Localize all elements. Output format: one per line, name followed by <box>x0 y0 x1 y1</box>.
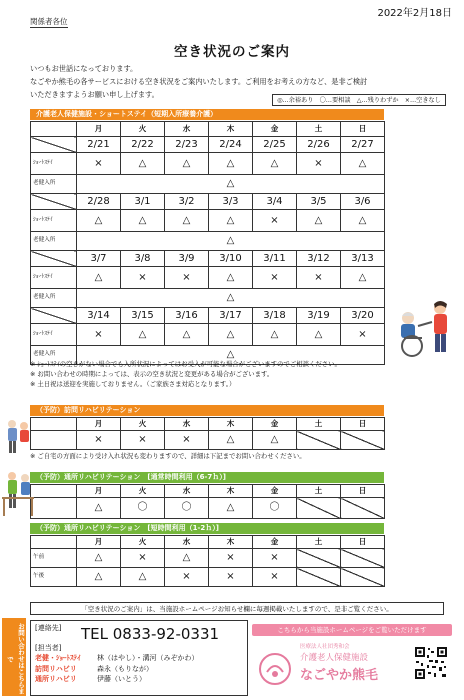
day-rehab-short-table <box>30 535 385 587</box>
staff-row <box>35 653 199 664</box>
diagonal-cell <box>31 194 77 210</box>
date-cell: 2/21 <box>77 137 121 153</box>
qr-code-icon[interactable] <box>414 646 448 680</box>
short-stay-row <box>31 267 385 289</box>
note-line: ※ お問い合わせの時期によっては、表示の空き状況と変更がある場合がございます。 <box>30 370 274 378</box>
availability-cell: △ <box>341 267 385 289</box>
weekday-cell: 水 <box>165 122 209 137</box>
weekday-cell: 金 <box>253 122 297 137</box>
availability-cell: △ <box>121 324 165 346</box>
availability-cell: △ <box>209 210 253 232</box>
availability-cell: △ <box>209 153 253 175</box>
date-cell: 3/12 <box>297 251 341 267</box>
weekday-cell: 日 <box>341 122 385 137</box>
weekday-cell: 月 <box>77 122 121 137</box>
availability-cell: △ <box>77 210 121 232</box>
availability-cell: △ <box>121 210 165 232</box>
nyusho-row <box>31 232 385 251</box>
diagonal-cell <box>31 308 77 324</box>
contact-heading: [連絡先] <box>35 624 62 632</box>
availability-cell: △ <box>165 324 209 346</box>
weekday-cell: 木 <box>209 536 253 549</box>
weekday-cell: 日 <box>341 418 385 431</box>
row-label: ｼｮｰﾄｽﾃｲ <box>31 267 77 289</box>
corner-cell <box>31 536 77 549</box>
availability-cell: △ <box>209 324 253 346</box>
weekday-cell: 日 <box>341 536 385 549</box>
date-cell: 3/9 <box>165 251 209 267</box>
staff-row <box>35 674 199 685</box>
weekday-cell: 水 <box>165 418 209 431</box>
row-label: 老健入所 <box>31 232 77 251</box>
short-stay-row <box>31 324 385 346</box>
section-heading-short-stay: 介護老人保健施設・ショートステイ（短期入所療養介護） <box>30 109 384 120</box>
closed-cell <box>297 498 341 519</box>
availability-cell: × <box>253 267 297 289</box>
date-cell: 3/3 <box>209 194 253 210</box>
weekday-header-row <box>31 536 385 549</box>
date-cell: 3/5 <box>297 194 341 210</box>
availability-cell: △ <box>77 175 385 194</box>
corner-cell <box>31 418 77 431</box>
weekday-cell: 金 <box>253 485 297 498</box>
closed-cell <box>297 549 341 568</box>
availability-cell: △ <box>297 210 341 232</box>
availability-cell: △ <box>253 153 297 175</box>
date-cell: 2/24 <box>209 137 253 153</box>
weekday-cell: 水 <box>165 536 209 549</box>
diagonal-cell <box>31 137 77 153</box>
date-cell: 3/6 <box>341 194 385 210</box>
availability-cell: × <box>165 431 209 450</box>
availability-cell: △ <box>77 346 385 365</box>
date-cell: 3/16 <box>165 308 209 324</box>
nyusho-row <box>31 175 385 194</box>
inquiry-band: お問い合わせはこちらまで <box>2 618 26 696</box>
closed-cell <box>297 431 341 450</box>
staff-role: 通所リハビリ <box>35 675 77 683</box>
weekday-cell: 火 <box>121 485 165 498</box>
row-label: 老健入所 <box>31 289 77 308</box>
availability-cell: × <box>253 549 297 568</box>
availability-cell: × <box>253 568 297 587</box>
org-corporation: 医療法人社団秀和会 <box>300 644 350 650</box>
closed-cell <box>341 568 385 587</box>
closed-cell <box>341 431 385 450</box>
addressee: 関係者各位 <box>30 17 68 26</box>
date-cell: 3/10 <box>209 251 253 267</box>
weekday-cell: 金 <box>253 536 297 549</box>
availability-cell: × <box>165 568 209 587</box>
availability-cell: × <box>297 153 341 175</box>
homepage-link-bar[interactable]: こちらから当施設ホームページをご覧いただけます <box>252 624 452 636</box>
symbol-legend: ◎…余裕あり 〇…要相談 △…残りわずか ×…空きなし <box>272 94 446 106</box>
date-cell: 3/11 <box>253 251 297 267</box>
day-rehab-illustration <box>2 468 34 520</box>
date-row <box>31 308 385 324</box>
availability-row <box>31 549 385 568</box>
note-line: ※ ｼｮｰﾄｽﾃｲの空きがない場合でも入所状況によってはお受入が可能な場合がございますのでご相談ください。 <box>30 360 341 368</box>
availability-cell: △ <box>165 153 209 175</box>
date-cell: 3/4 <box>253 194 297 210</box>
availability-cell: × <box>209 549 253 568</box>
date-cell: 3/19 <box>297 308 341 324</box>
availability-cell: △ <box>165 549 209 568</box>
row-label <box>31 498 77 519</box>
date-cell: 3/2 <box>165 194 209 210</box>
staff-heading: [担当者] <box>35 644 62 652</box>
availability-cell: △ <box>165 210 209 232</box>
date-cell: 2/27 <box>341 137 385 153</box>
availability-row <box>31 431 385 450</box>
short-stay-table <box>30 121 385 365</box>
closed-cell <box>341 498 385 519</box>
availability-cell: × <box>77 153 121 175</box>
caregiver-wheelchair-illustration <box>392 298 454 360</box>
phone-number[interactable]: TEL 0833-92-0331 <box>81 625 220 643</box>
weekday-header-row <box>31 485 385 498</box>
day-rehab-normal-table <box>30 484 385 519</box>
date-cell: 2/22 <box>121 137 165 153</box>
corner-cell <box>31 122 77 137</box>
intro-line: いつもお世話になっております。 <box>30 64 138 73</box>
date-cell: 2/23 <box>165 137 209 153</box>
intro-line: なごやか熊毛の各サービスにおける空き状況をご案内いたします。ご利用をお考えの方など、是非ご検討 <box>30 77 368 86</box>
diagonal-cell <box>31 251 77 267</box>
weekday-cell: 土 <box>297 418 341 431</box>
facility-name <box>262 642 412 683</box>
nyusho-row <box>31 289 385 308</box>
weekday-cell: 木 <box>209 418 253 431</box>
weekday-header-row <box>31 122 385 137</box>
date-cell: 3/7 <box>77 251 121 267</box>
availability-cell: 〇 <box>121 498 165 519</box>
date-cell: 3/18 <box>253 308 297 324</box>
availability-cell: △ <box>341 153 385 175</box>
availability-cell: × <box>165 267 209 289</box>
closed-cell <box>341 549 385 568</box>
availability-cell: △ <box>77 267 121 289</box>
availability-cell: × <box>121 549 165 568</box>
weekday-cell: 土 <box>297 485 341 498</box>
availability-row <box>31 568 385 587</box>
staff-row <box>35 664 199 675</box>
availability-cell: × <box>341 324 385 346</box>
weekday-cell: 金 <box>253 418 297 431</box>
weekday-cell: 火 <box>121 536 165 549</box>
availability-cell: × <box>77 324 121 346</box>
date-row <box>31 137 385 153</box>
availability-cell: △ <box>297 324 341 346</box>
date-cell: 3/17 <box>209 308 253 324</box>
row-label <box>31 431 77 450</box>
section2-note: ※ ご自宅の方面により受け入れ状況も変わりますので、詳細は下記までお問い合わせください。 <box>30 452 306 460</box>
contact-box <box>30 620 248 696</box>
availability-cell: × <box>253 210 297 232</box>
availability-cell: △ <box>121 568 165 587</box>
availability-cell: × <box>297 267 341 289</box>
availability-cell: 〇 <box>165 498 209 519</box>
date-row <box>31 194 385 210</box>
home-rehab-illustration <box>4 418 30 456</box>
homepage-notice: 「空き状況のご案内」は、当施設ホームページお知らせ欄に毎週掲載いたしますので、是非ご覧ください。 <box>30 602 444 615</box>
availability-cell: 〇 <box>253 498 297 519</box>
row-label: ｼｮｰﾄｽﾃｲ <box>31 324 77 346</box>
staff-names: 伊藤（いとう） <box>97 675 146 683</box>
availability-cell: △ <box>209 431 253 450</box>
weekday-cell: 日 <box>341 485 385 498</box>
availability-cell: △ <box>209 498 253 519</box>
availability-cell: × <box>77 431 121 450</box>
availability-cell: × <box>209 568 253 587</box>
row-label: 午後 <box>31 568 77 587</box>
document-date: 2022年2月18日 <box>377 8 452 19</box>
staff-role: 老健・ｼｮｰﾄｽﾃｲ <box>35 654 81 662</box>
corner-cell <box>31 485 77 498</box>
availability-cell: △ <box>77 568 121 587</box>
weekday-cell: 木 <box>209 122 253 137</box>
date-cell: 3/8 <box>121 251 165 267</box>
short-stay-row <box>31 210 385 232</box>
date-cell: 2/26 <box>297 137 341 153</box>
row-label: ｼｮｰﾄｽﾃｲ <box>31 210 77 232</box>
availability-cell: △ <box>77 549 121 568</box>
date-cell: 3/20 <box>341 308 385 324</box>
availability-cell: △ <box>253 431 297 450</box>
intro-line: いただきますようお願い申し上げます。 <box>30 90 159 99</box>
date-cell: 2/28 <box>77 194 121 210</box>
weekday-cell: 水 <box>165 485 209 498</box>
org-name: なごやか熊毛 <box>300 668 379 683</box>
availability-row <box>31 498 385 519</box>
weekday-cell: 火 <box>121 418 165 431</box>
section-heading-day-rehab-normal: （予防）通所リハビリテーション [通常時間利用（6-7ｈ）] <box>30 472 384 483</box>
staff-role: 訪問リハビリ <box>35 664 77 673</box>
date-cell: 3/1 <box>121 194 165 210</box>
short-stay-row <box>31 153 385 175</box>
date-cell: 2/25 <box>253 137 297 153</box>
closed-cell <box>297 568 341 587</box>
staff-names: 林（はやし）・溝河（みぞかわ） <box>97 654 199 662</box>
weekday-header-row <box>31 418 385 431</box>
weekday-cell: 土 <box>297 122 341 137</box>
availability-cell: △ <box>341 210 385 232</box>
home-rehab-table <box>30 417 385 450</box>
weekday-cell: 土 <box>297 536 341 549</box>
section-heading-day-rehab-short: （予防）通所リハビリテーション [短時間利用（1-2ｈ）] <box>30 523 384 534</box>
staff-list <box>35 653 199 685</box>
availability-cell: × <box>121 267 165 289</box>
row-label: ｼｮｰﾄｽﾃｲ <box>31 153 77 175</box>
page-title: 空き状況のご案内 <box>174 44 290 60</box>
row-label: 午前 <box>31 549 77 568</box>
availability-cell: △ <box>121 153 165 175</box>
date-cell: 3/15 <box>121 308 165 324</box>
weekday-cell: 月 <box>77 418 121 431</box>
section-heading-home-rehab: （予防）訪問リハビリテーション <box>30 405 384 416</box>
date-cell: 3/14 <box>77 308 121 324</box>
date-cell: 3/13 <box>341 251 385 267</box>
availability-cell: △ <box>209 267 253 289</box>
availability-cell: △ <box>253 324 297 346</box>
note-line: ※ 土日祝は送迎を実施しておりません。（ご家族さま対応となります。） <box>30 380 236 388</box>
section1-notes <box>30 359 341 389</box>
staff-names: 森永（もりなが） <box>97 664 153 673</box>
weekday-cell: 月 <box>77 485 121 498</box>
availability-cell: △ <box>77 289 385 308</box>
row-label: 老健入所 <box>31 175 77 194</box>
row-label: 老健入所 <box>31 346 77 365</box>
weekday-cell: 木 <box>209 485 253 498</box>
availability-cell: × <box>121 431 165 450</box>
date-row <box>31 251 385 267</box>
weekday-cell: 火 <box>121 122 165 137</box>
org-type: 介護老人保健施設 <box>300 653 369 663</box>
availability-cell: △ <box>77 232 385 251</box>
weekday-cell: 月 <box>77 536 121 549</box>
availability-cell: △ <box>77 498 121 519</box>
